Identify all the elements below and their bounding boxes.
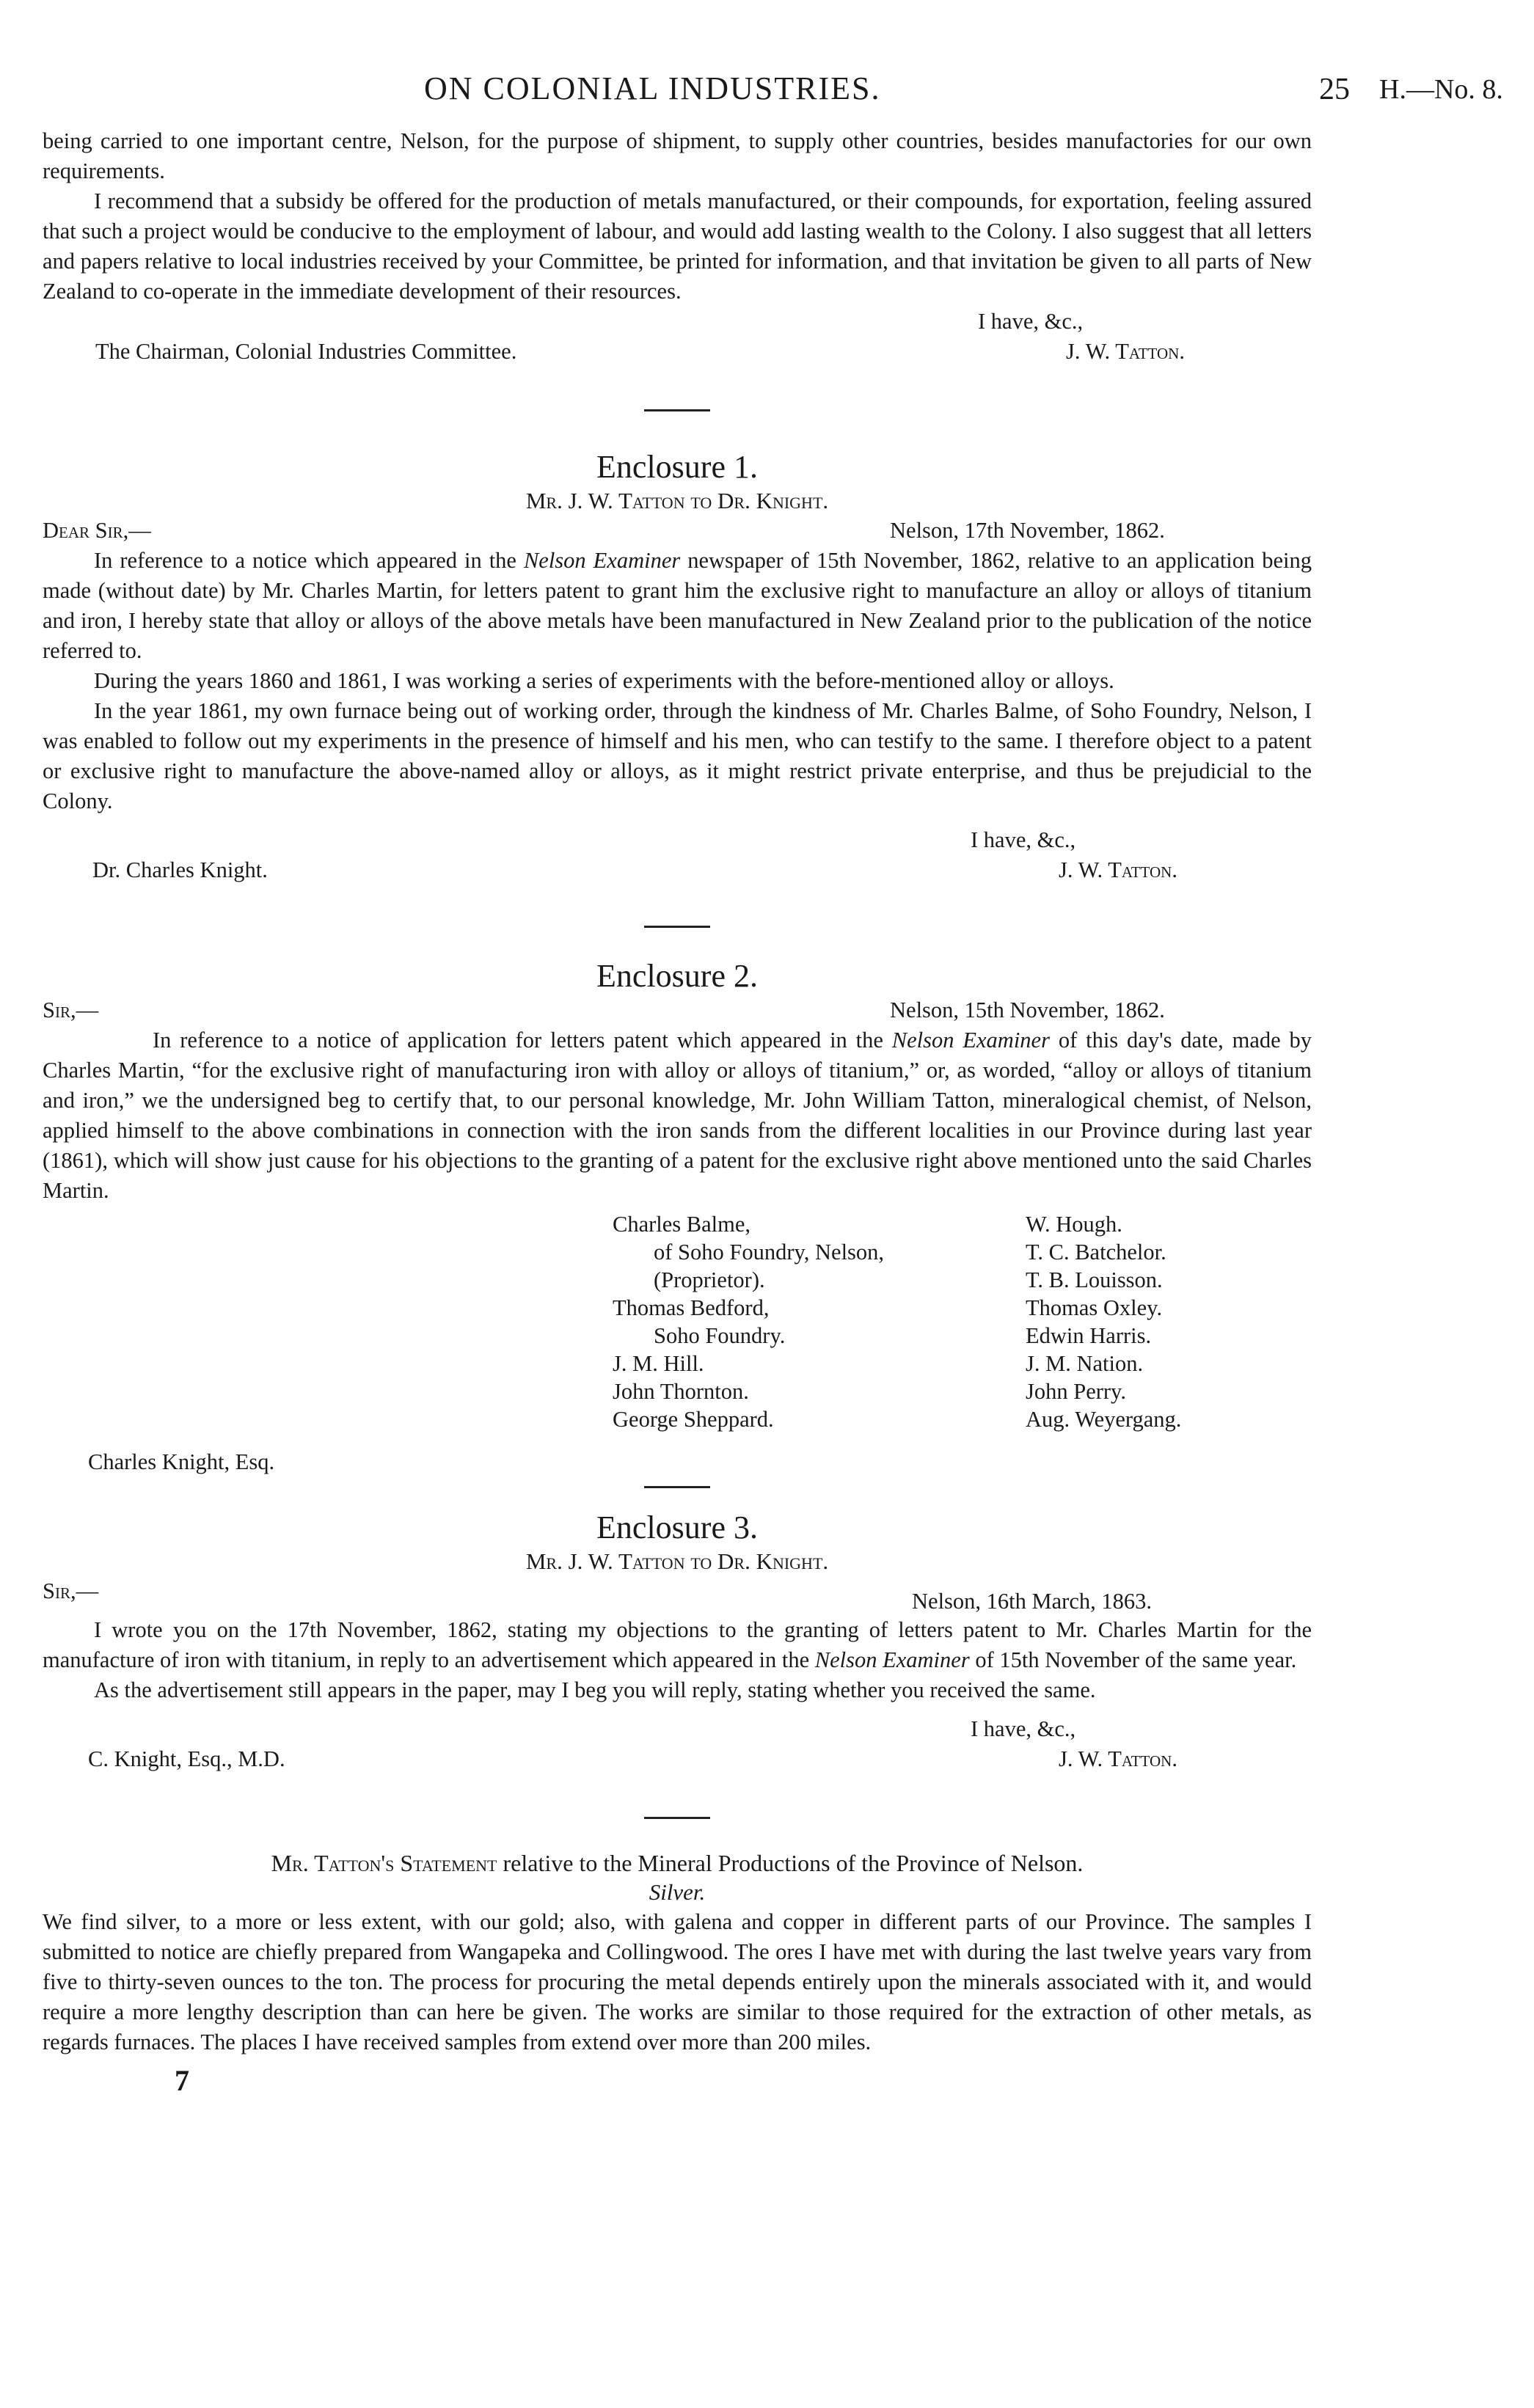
statement-paragraph-1: We find silver, to a more or less extent, with our gold; also, with galena and copper in different parts of our Province. The samples I submitted to notice are chiefly prepared from Wangapeka and Collingwood. The ores I have met with during the last twelve years vary from five to thirty-seven ounces to the ton. The process for procuring the metal depends entirely upon the minerals associated with it, and would require a more lengthy description than can here be given. The works are similar to those required for the extraction of other metals, as regards furnaces. The places I have received samples from extend over more than 200 miles. <box>43 1909 1312 2054</box>
enclosure-3-newspaper: Nelson Examiner <box>814 1647 970 1672</box>
enclosure-1-signoff-row <box>43 855 1312 885</box>
enclosure-2-signatories <box>43 1210 1312 1479</box>
page-number: 25 <box>1319 73 1350 106</box>
intro-section <box>43 126 1312 307</box>
signatory: J. M. Hill. <box>613 1351 704 1376</box>
intro-paragraph-1: being carried to one important centre, Nelson, for the purpose of shipment, to supply other countries, besides manufactories for our own requirements. <box>43 128 1312 183</box>
statement-heading-rest: relative to the Mineral Productions of the Province of Nelson. <box>503 1850 1084 1876</box>
enclosure-3-p1-end: of 15th November of the same year. <box>975 1647 1297 1672</box>
enclosure-1-body <box>43 546 1312 816</box>
section-divider <box>644 926 710 928</box>
paper-reference: H.—No. 8. <box>1379 74 1503 105</box>
enclosure-2-date: Nelson, 15th November, 1862. <box>890 998 1165 1022</box>
statement-subheading: Silver. <box>649 1879 706 1905</box>
enclosure-1-signature: J. W. Tatton. <box>1059 857 1177 882</box>
enclosure-2-p1-end: of this day's date, made by Charles Martin, “for the exclusive right of manufacturing iron with alloy or alloys of titanium,” or, as worded, “alloy or alloys of titanium and iron,” we the undersigned beg to certify that, to our personal knowledge, Mr. John William Tatton, mineralogical chemist, of Nelson, applied himself to the above combinations in connection with the iron sands from the different localities in our Province during last year (1861), which will show just cause for his objections to the granting of a patent for the exclusive right above mentioned unto the said Charles Martin. <box>43 1028 1312 1203</box>
enclosure-2-newspaper: Nelson Examiner <box>891 1028 1050 1053</box>
signatory: John Perry. <box>1026 1379 1126 1404</box>
intro-addressee: The Chairman, Colonial Industries Committee. <box>95 339 517 364</box>
enclosure-1-p1-end: newspaper of 15th November, 1862, relative to an application being made (without date) by Mr. Charles Martin, for letters patent to grant him the exclusive right to manufacture an alloy or alloys of titanium and iron, I hereby state that alloy or alloys of the above metals have been manufactured in New Zealand prior to the publication of the notice referred to. <box>43 548 1312 663</box>
signatory: Aug. Weyergang. <box>1026 1407 1182 1432</box>
enclosure-1-p1-start: In reference to a notice which appeared in the <box>94 548 516 573</box>
enclosure-2-addressee: Charles Knight, Esq. <box>88 1449 275 1474</box>
intro-closing-row <box>43 307 1312 337</box>
signatory: Thomas Oxley. <box>1026 1295 1163 1320</box>
enclosure-1-header-row <box>43 516 1312 546</box>
enclosure-3-date: Nelson, 16th March, 1863. <box>912 1589 1152 1614</box>
signatory: John Thornton. <box>613 1379 749 1404</box>
section-divider <box>644 1486 710 1488</box>
enclosure-3-signoff-row <box>43 1744 1312 1774</box>
enclosure-3-paragraph-2: As the advertisement still appears in the paper, may I beg you will reply, stating whether you received the same. <box>94 1677 1096 1702</box>
enclosure-3-header-row <box>43 1576 1312 1614</box>
enclosure-3-body <box>43 1615 1312 1705</box>
intro-signoff-row <box>43 337 1312 367</box>
enclosure-3-closing: I have, &c., <box>971 1716 1076 1741</box>
enclosure-2-body <box>43 1025 1312 1206</box>
enclosure-3-closing-row <box>43 1714 1312 1744</box>
enclosure-3-p1-start: I wrote you on the 17th November, 1862, stating my objections to the granting of letters patent to Mr. Charles Martin for the manufacture of iron with titanium, in reply to an advertisement which appeared in the <box>43 1617 1312 1672</box>
enclosure-2-paragraph-1 <box>43 1025 1312 1206</box>
signatory-detail: (Proprietor). <box>654 1267 765 1292</box>
enclosure-1-paragraph-2: During the years 1860 and 1861, I was working a series of experiments with the before-mentioned alloy or alloys. <box>94 668 1114 693</box>
enclosure-2-salutation: Sir,— <box>43 998 99 1022</box>
signatory: T. B. Louisson. <box>1026 1267 1163 1292</box>
enclosure-3-salutation: Sir,— <box>43 1578 99 1603</box>
enclosure-2-header-row <box>43 995 1312 1025</box>
signatories-left-column <box>613 1210 884 1433</box>
enclosure-1-closing: I have, &c., <box>971 827 1076 852</box>
enclosure-1-closing-row <box>43 825 1312 855</box>
signatory-detail: Soho Foundry. <box>654 1323 786 1348</box>
enclosure-1-paragraph-3: In the year 1861, my own furnace being out of working order, through the kindness of Mr. Charles Balme, of Soho Foundry, Nelson, I was enabled to follow out my experiments in the presence of himself and his men, who can testify to the same. I therefore object to a patent or exclusive right to manufacture the above-named alloy or alloys, as it might restrict private enterprise, and thus be prejudicial to the Colony. <box>43 698 1312 813</box>
signatory: W. Hough. <box>1026 1212 1122 1237</box>
signatory: J. M. Nation. <box>1026 1351 1144 1376</box>
signature-mark: 7 <box>175 2064 189 2097</box>
signatory: Charles Balme, <box>613 1212 751 1237</box>
intro-paragraph-2: I recommend that a subsidy be offered for the production of metals manufactured, or their compounds, for exportation, feeling assured that such a project would be conducive to the employment of labour, and would add lasting wealth to the Colony. I also suggest that all letters and papers relative to local industries received by your Committee, be printed for information, and that invitation be given to all parts of New Zealand to co-operate in the immediate development of their resources. <box>43 189 1312 304</box>
statement-heading <box>43 1848 1312 1878</box>
enclosure-3-subtitle: Mr. J. W. Tatton to Dr. Knight. <box>525 1548 829 1574</box>
section-divider <box>644 1817 710 1819</box>
enclosure-3-addressee: C. Knight, Esq., M.D. <box>88 1746 285 1771</box>
enclosure-3-signature: J. W. Tatton. <box>1059 1746 1177 1771</box>
enclosure-1-salutation: Dear Sir,— <box>43 518 151 543</box>
signatory-detail: of Soho Foundry, Nelson, <box>654 1240 885 1265</box>
enclosure-1-newspaper: Nelson Examiner <box>523 548 681 573</box>
intro-signature: J. W. Tatton. <box>1066 339 1185 364</box>
running-header <box>43 29 1503 106</box>
enclosure-3-title: Enclosure 3. <box>596 1509 758 1545</box>
enclosure-1-addressee: Dr. Charles Knight. <box>92 857 268 882</box>
signatory: Thomas Bedford, <box>613 1295 770 1320</box>
page-title: ON COLONIAL INDUSTRIES. <box>424 70 881 106</box>
statement-heading-lead: Mr. Tatton's Statement <box>271 1850 497 1876</box>
signatories-right-column <box>1026 1210 1181 1433</box>
intro-closing: I have, &c., <box>978 309 1084 334</box>
enclosure-2-title: Enclosure 2. <box>596 958 758 994</box>
enclosure-1-paragraph-1 <box>43 546 1312 666</box>
signatory: T. C. Batchelor. <box>1026 1240 1166 1265</box>
enclosure-3-paragraph-1 <box>43 1615 1312 1675</box>
enclosure-1-date: Nelson, 17th November, 1862. <box>890 518 1165 543</box>
statement-body <box>43 1907 1312 2057</box>
signatory: George Sheppard. <box>613 1407 774 1432</box>
enclosure-1-subtitle: Mr. J. W. Tatton to Dr. Knight. <box>525 488 829 513</box>
document-page <box>43 29 1503 2098</box>
section-divider <box>644 409 710 411</box>
signatory: Edwin Harris. <box>1026 1323 1152 1348</box>
enclosure-1-title: Enclosure 1. <box>596 449 758 485</box>
enclosure-2-p1-start: In reference to a notice of application for letters patent which appeared in the <box>153 1028 883 1053</box>
